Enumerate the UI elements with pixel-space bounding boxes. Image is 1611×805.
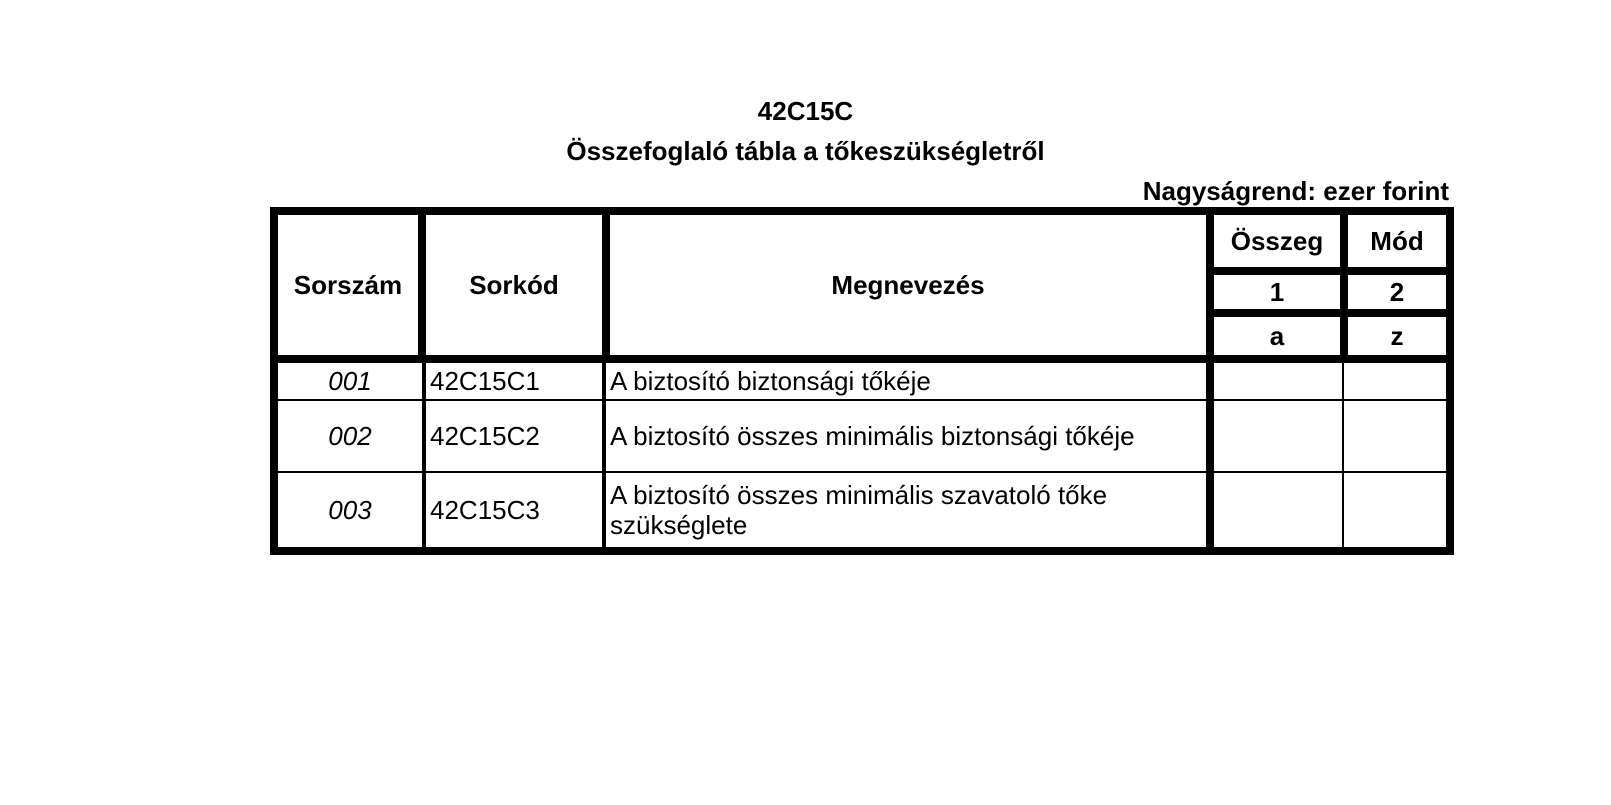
table-title: Összefoglaló tábla a tőkeszükségletről [566, 136, 1045, 166]
header-osszeg: Összeg [1214, 215, 1340, 267]
row-3-sorkod: 42C15C3 [426, 473, 602, 547]
unit-label: Nagyságrend: ezer forint [1142, 176, 1449, 206]
row-2-sorkod: 42C15C2 [426, 401, 602, 471]
header-megnevezes: Megnevezés [610, 215, 1206, 355]
header-mod: Mód [1348, 215, 1446, 267]
header-mod-letter: z [1348, 317, 1446, 355]
row-1-osszeg-value [1214, 363, 1342, 399]
row-3-sorszam: 003 [278, 473, 422, 547]
header-osszeg-letter: a [1214, 317, 1340, 355]
table-code-title: 42C15C [757, 96, 854, 126]
row-3-mod-value [1344, 473, 1446, 547]
row-2-megnevezes: A biztosító összes minimális biztonsági tőkéje [606, 401, 1206, 471]
row-1-sorszam: 001 [278, 363, 422, 399]
header-osszeg-number: 1 [1214, 275, 1340, 309]
row-2-osszeg-value [1214, 401, 1342, 471]
row-2-sorszam: 002 [278, 401, 422, 471]
row-2-mod-value [1344, 401, 1446, 471]
header-mod-number: 2 [1348, 275, 1446, 309]
header-sorkod: Sorkód [426, 215, 602, 355]
row-1-megnevezes: A biztosító biztonsági tőkéje [606, 363, 1206, 399]
summary-table [270, 207, 1454, 555]
row-3-megnevezes: A biztosító összes minimális szavatoló tőke szükséglete [606, 473, 1206, 547]
row-1-mod-value [1344, 363, 1446, 399]
row-1-sorkod: 42C15C1 [426, 363, 602, 399]
header-sorszam: Sorszám [278, 215, 418, 355]
row-3-osszeg-value [1214, 473, 1342, 547]
